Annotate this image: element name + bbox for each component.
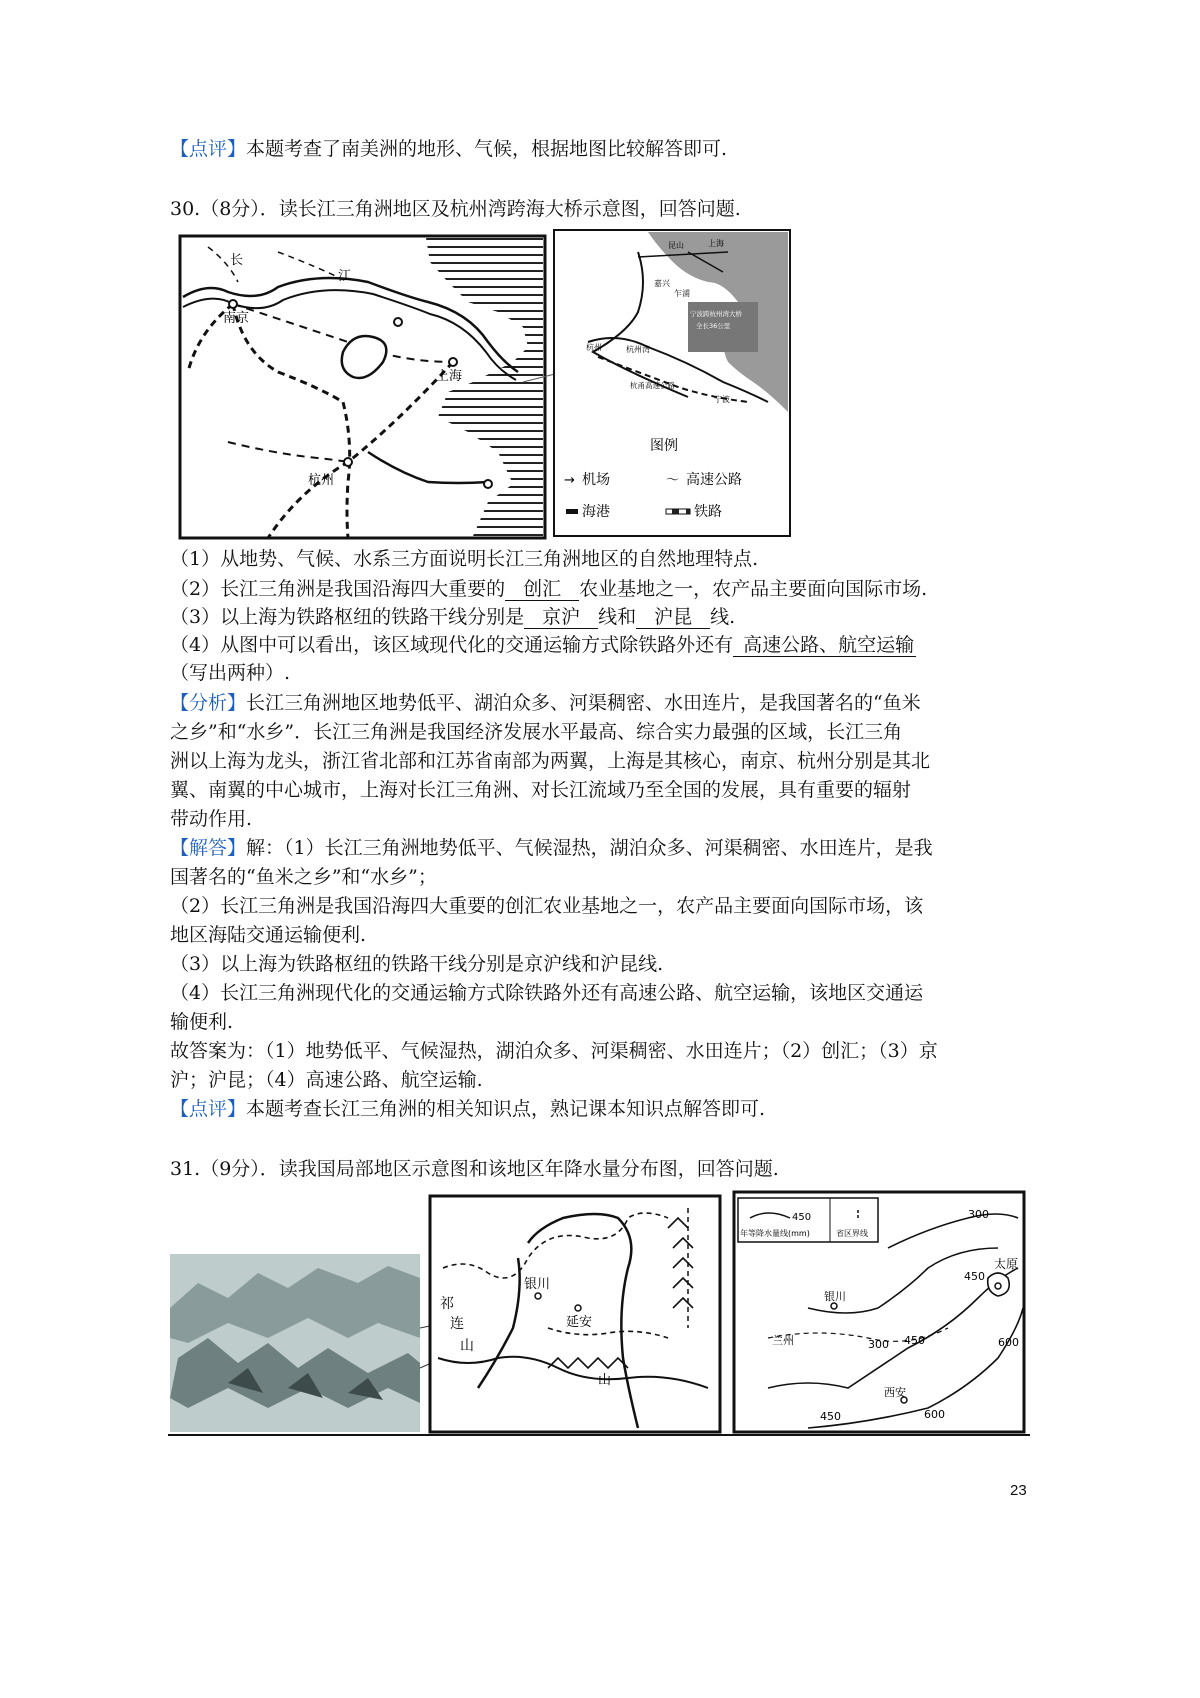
answer-tag: 【解答】	[170, 837, 247, 859]
legend-port: 海港	[582, 504, 610, 520]
mid-label-yinchuan: 银川	[524, 1277, 551, 1292]
q30-answer-line-7: 输便利.	[170, 1011, 234, 1033]
legend-isohyet-value: 450	[792, 1212, 812, 1223]
inset-label-zhapu: 乍浦	[674, 289, 690, 298]
mid-label-qi: 祁	[440, 1296, 454, 1312]
q30-analysis-line-2: 之乡”和“水乡”．长江三角洲是我国经济发展水平最高、综合实力最强的区域，长江三角	[170, 721, 903, 743]
q30-answer-line-2: 国著名的“鱼米之乡”和“水乡”；	[170, 866, 437, 888]
mid-label-yanan: 延安	[566, 1315, 593, 1330]
label-xian: 西安	[884, 1386, 906, 1399]
label-lanzhou: 兰州	[772, 1334, 794, 1347]
q30-analysis-line-3: 洲以上海为龙头，浙江省北部和江苏省南部为两翼，上海是其核心，南京、杭州分别是其北	[170, 750, 931, 772]
mid-label-shan: 山	[460, 1338, 474, 1354]
q30-sub3	[170, 604, 735, 630]
legend-railway: 铁路	[694, 504, 722, 520]
legend-airport: 机场	[582, 472, 610, 488]
inset-label-length: 全长36公里	[696, 322, 731, 330]
page-number: 23	[1010, 1482, 1027, 1499]
q30-answer-line-5: （3）以上海为铁路枢纽的铁路干线分别是京沪线和沪昆线.	[170, 953, 664, 975]
bottom-rule	[168, 1434, 1030, 1436]
answer-text-1: 解：（1）长江三角洲地势低平、气候湿热，湖泊众多、河渠稠密、水田连片，是我	[246, 837, 933, 859]
q30-review	[170, 1096, 765, 1122]
isohyet-label-600-right: 600	[998, 1336, 1019, 1349]
map-label-nanjing: 南京	[223, 311, 250, 326]
q30-answer-line-8: 故答案为：（1）地势低平、气候湿热，湖泊众多、河渠稠密、水田连片；（2）创汇；（3）京	[170, 1040, 938, 1062]
legend-airport-icon: →	[564, 473, 575, 488]
q30-answer-line-1	[170, 835, 933, 861]
mid-label-shan2: 山	[598, 1373, 612, 1388]
inset-label-kunshan: 昆山	[668, 241, 684, 250]
inset-label-ningbo: 宁波	[714, 395, 730, 404]
question-31-stem: 31.（9分）．读我国局部地区示意图和该地区年降水量分布图，回答问题.	[170, 1158, 779, 1180]
q30-sub4-a: （4）从图中可以看出，该区域现代化的交通运输方式除铁路外还有	[170, 634, 734, 656]
q30-answer-line-3: （2）长江三角洲是我国沿海四大重要的创汇农业基地之一，农产品主要面向国际市场，该	[170, 895, 924, 917]
label-taiyuan: 太原	[994, 1257, 1019, 1271]
middle-map-frame	[430, 1196, 720, 1432]
inset-label-expressway: 杭甬高速公路	[630, 381, 675, 390]
q30-sub4-answer: 高速公路、航空运输	[733, 634, 916, 657]
q30-sub2-answer: 创汇	[505, 578, 579, 601]
isohyet-label-450-right: 450	[964, 1270, 985, 1283]
q30-answer-line-6: （4）长江三角洲现代化的交通运输方式除铁路外还有高速公路、航空运输，该地区交通运	[170, 982, 924, 1004]
isohyet-label-300-mid: 300	[868, 1338, 889, 1351]
legend-isohyet: 年等降水量线(mm)	[740, 1229, 810, 1238]
question-30-stem: 30.（8分）．读长江三角洲地区及杭州湾跨海大桥示意图，回答问题.	[170, 198, 741, 220]
analysis-text-1: 长江三角洲地区地势低平、湖泊众多、河渠稠密、水田连片，是我国著名的“鱼米	[246, 692, 921, 714]
label-yinchuan: 银川	[824, 1290, 846, 1303]
q30-sub3-a: （3）以上海为铁路枢纽的铁路干线分别是	[170, 606, 525, 628]
q30-sub3-answer2: 沪昆	[636, 606, 710, 629]
q30-analysis-line-4: 翼、南翼的中心城市，上海对长江三角洲、对长江流域乃至全国的发展，具有重要的辐射	[170, 779, 912, 801]
previous-review	[170, 136, 727, 162]
yangtze-delta-figure	[168, 222, 798, 540]
map-label-jiang: 江	[338, 269, 352, 284]
legend-highway: 高速公路	[686, 472, 742, 488]
legend-highway-icon: 〜	[666, 473, 680, 488]
legend-province-border: 省区界线	[836, 1229, 868, 1238]
q30-sub3-c: 线.	[710, 606, 736, 628]
northwest-figure	[168, 1188, 1028, 1434]
q30-sub3-b: 线和	[598, 606, 637, 628]
inset-label-hangzhouwan: 杭州湾	[626, 345, 650, 354]
inset-label-bridge: 宁波跨杭州湾大桥	[690, 310, 742, 318]
q30-sub2-a: （2）长江三角洲是我国沿海四大重要的	[170, 578, 506, 600]
q30-analysis-line-5: 带动作用.	[170, 808, 253, 830]
isohyet-label-450-mid: 450	[904, 1334, 925, 1347]
review-text: 本题考查了南美洲的地形、气候，根据地图比较解答即可.	[246, 138, 728, 160]
inset-label-hangzhou: 杭州	[586, 343, 602, 352]
review-tag: 【点评】	[170, 138, 247, 160]
q30-sub2-b: 农业基地之一，农产品主要面向国际市场.	[579, 578, 928, 600]
q30-sub1: （1）从地势、气候、水系三方面说明长江三角洲地区的自然地理特点.	[170, 548, 759, 570]
legend-title: 图例	[650, 438, 678, 454]
map-label-hangzhou: 杭州	[308, 473, 335, 488]
map-label-shanghai: 上海	[436, 369, 463, 384]
isohyet-label-600-bottom: 600	[924, 1408, 945, 1421]
inset-label-shanghai: 上海	[708, 239, 724, 248]
map-label-chang: 长	[230, 253, 244, 268]
mid-label-lian: 连	[450, 1316, 464, 1332]
q30-answer-line-9: 沪；沪昆；（4）高速公路、航空运输.	[170, 1069, 483, 1091]
legend-port-icon	[566, 509, 578, 514]
isohyet-label-450-bottom: 450	[820, 1410, 841, 1423]
q30-sub4	[170, 632, 916, 658]
isohyet-label-300-top: 300	[968, 1208, 989, 1221]
q30-review-text: 本题考查长江三角洲的相关知识点，熟记课本知识点解答即可.	[246, 1098, 766, 1120]
analysis-tag: 【分析】	[170, 692, 247, 714]
q30-sub2	[170, 576, 927, 602]
q30-sub4-tail: （写出两种）.	[170, 662, 291, 684]
legend-railway-icon	[666, 509, 690, 514]
q30-review-tag: 【点评】	[170, 1098, 247, 1120]
q30-sub3-answer1: 京沪	[524, 606, 598, 629]
q30-answer-line-4: 地区海陆交通运输便利.	[170, 924, 367, 946]
inset-label-jiaxing: 嘉兴	[654, 279, 670, 288]
q30-analysis-line-1	[170, 690, 921, 716]
